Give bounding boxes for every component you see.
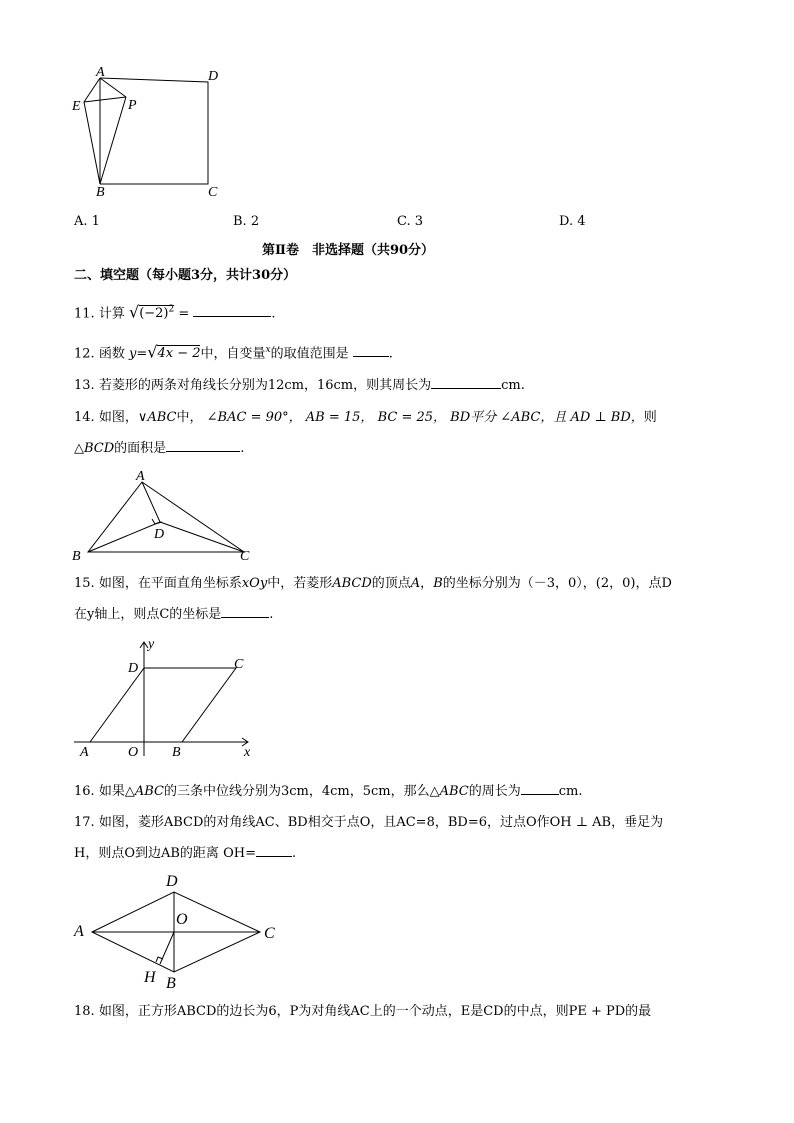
label-C: C — [264, 925, 275, 942]
answer-blank-16[interactable] — [521, 794, 559, 795]
part2-title: 第Ⅱ卷 非选择题（共90分） — [262, 243, 435, 258]
section-title: 二、填空题（每小题3分，共计30分） — [74, 268, 297, 283]
figure-q14 — [66, 466, 266, 566]
question-17-line2: H，则点O到边AB的距离 OH= . — [74, 846, 297, 861]
label-B: B — [166, 975, 176, 992]
label-y: y — [148, 637, 155, 652]
question-14-line2: △BCD的面积是 . — [74, 441, 245, 456]
question-13: 13. 若菱形的两条对角线长分别为12cm，16cm，则其周长为 cm. — [74, 378, 525, 393]
label-B: B — [96, 185, 105, 198]
label-x: x — [244, 745, 251, 760]
label-B: B — [72, 549, 81, 564]
label-O: O — [128, 745, 139, 760]
option-b: B. 2 — [233, 214, 260, 229]
label-D: D — [128, 661, 139, 676]
answer-blank-14[interactable] — [166, 451, 240, 452]
label-P: P — [128, 98, 137, 113]
label-C: C — [240, 549, 250, 564]
answer-blank-12[interactable] — [353, 356, 389, 357]
label-B: B — [172, 745, 181, 760]
question-16: 16. 如果△ABC的三条中位线分别为3cm，4cm，5cm，那么△ABC的周长为 cm. — [74, 784, 583, 799]
label-C: C — [234, 657, 244, 672]
question-18: 18. 如图，正方形ABCD的边长为6，P为对角线AC上的一个动点，E是CD的中点，则PE + PD的最 — [74, 1004, 652, 1019]
option-d: D. 4 — [559, 214, 586, 229]
figure-q17 — [66, 868, 292, 994]
label-D: D — [208, 69, 219, 84]
question-15-line2: 在y轴上，则点C的坐标是 . — [74, 607, 274, 622]
figure-q10 — [66, 62, 226, 198]
label-H: H — [144, 969, 156, 986]
question-15: 15. 如图，在平面直角坐标系xOy中，若菱形ABCD的顶点A，B的坐标分别为（－3，0），(2，0)，点D — [74, 576, 672, 591]
answer-blank-13[interactable] — [431, 388, 501, 389]
answer-blank-11[interactable] — [193, 316, 271, 317]
answer-blank-17[interactable] — [256, 856, 292, 857]
option-c: C. 3 — [397, 214, 424, 229]
label-A: A — [74, 923, 84, 940]
question-14: 14. 如图，∨ABC中， ∠BAC = 90°， AB = 15， BC = 25， BD平分 ∠ABC，且 AD ⊥ BD，则 — [74, 410, 657, 425]
label-O: O — [176, 911, 188, 928]
question-12: 12. 函数 y=√4x − 2中，自变量$^x$的取值范围是 . — [74, 342, 393, 362]
option-a: A. 1 — [74, 214, 100, 229]
label-A: A — [80, 745, 89, 760]
answer-blank-15[interactable] — [221, 617, 269, 618]
label-A: A — [136, 469, 145, 484]
figure-q15 — [66, 632, 266, 762]
label-C: C — [208, 185, 218, 198]
label-A: A — [96, 65, 105, 80]
label-E: E — [72, 99, 81, 114]
label-D: D — [166, 873, 178, 890]
label-D: D — [154, 527, 165, 542]
question-11: 11. 计算 $√(-2)^2$ = . — [74, 302, 276, 322]
question-17: 17. 如图，菱形ABCD的对角线AC、BD相交于点O，且AC=8，BD=6，过点O作OH ⊥ AB，垂足为 — [74, 815, 664, 830]
